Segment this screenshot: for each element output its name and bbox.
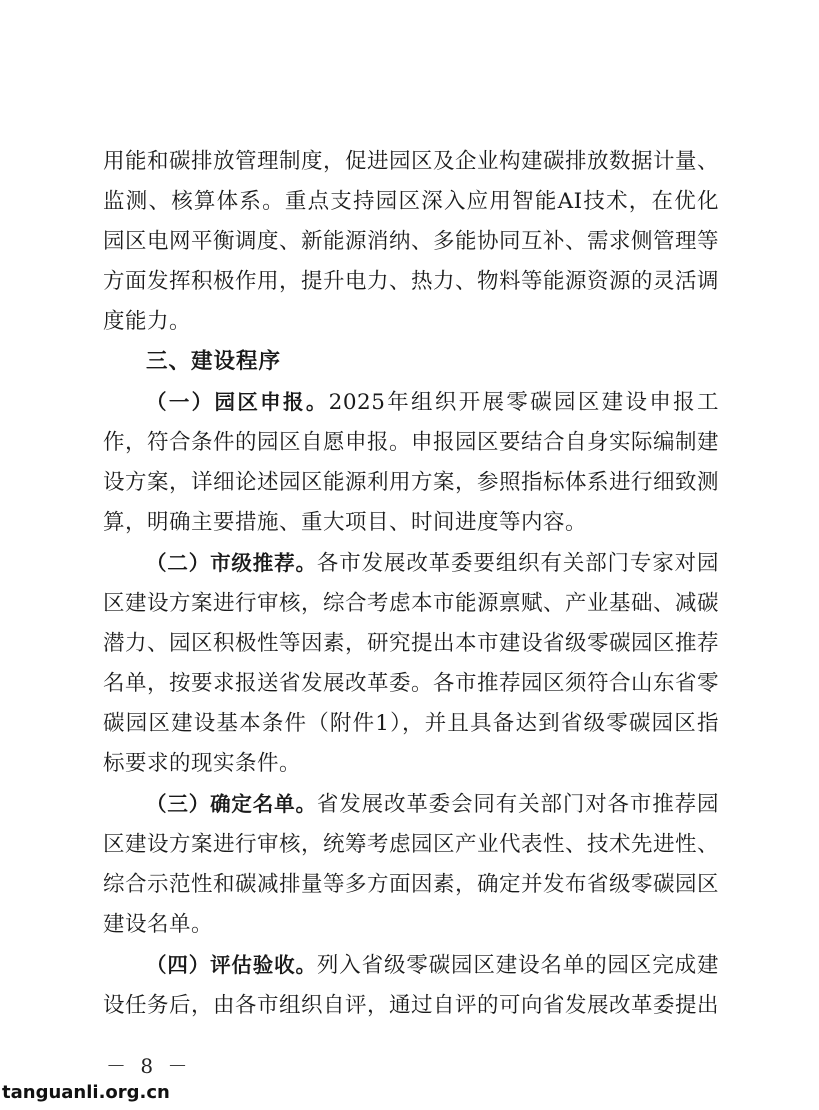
item-text: 列入省级零碳园区建设名单的园区完成建设任务后，由各市组织自评，通过自评的可向省发展改革委提出	[103, 953, 720, 1018]
watermark-text: tanguanli.org.cn	[2, 1082, 170, 1103]
item-text: 各市发展改革委要组织有关部门专家对园区建设方案进行审核，综合考虑本市能源禀赋、产业基础、减碳潜力、园区积极性等因素，研究提出本市建设省级零碳园区推荐名单，按要求报送省发展改革委。各市推荐园区须符合山东省零碳园区建设基本条件（附件1），并且具备达到省级零碳园区指标要求的现实条件。	[103, 551, 720, 776]
item-text: 2025年组织开展零碳园区建设申报工作，符合条件的园区自愿申报。申报园区要结合自身实际编制建设方案，详细论述园区能源利用方案，参照指标体系进行细致测算，明确主要措施、重大项目、时间进度等内容。	[103, 390, 720, 535]
item-lead: （二）市级推荐。	[146, 551, 317, 575]
item-text: 省发展改革委会同有关部门对各市推荐园区建设方案进行审核，统筹考虑园区产业代表性、技术先进性、综合示范性和碳减排量等多方面因素，确定并发布省级零碳园区建设名单。	[103, 792, 720, 937]
paragraph-continuation	[103, 142, 719, 342]
paragraph-item-4	[103, 945, 719, 1026]
paragraph-item-1	[103, 382, 719, 543]
item-lead: （三）确定名单。	[146, 792, 317, 816]
document-body	[103, 142, 719, 1026]
item-lead: （四）评估验收。	[146, 953, 317, 977]
paragraph-item-2	[103, 543, 719, 784]
section-heading	[103, 342, 719, 382]
section-heading-text: 三、建设程序	[146, 349, 282, 374]
paragraph-item-3	[103, 784, 719, 945]
page-number: － 8 －	[106, 1054, 192, 1078]
item-lead: （一）园区申报。	[146, 390, 329, 414]
paragraph-text: 用能和碳排放管理制度，促进园区及企业构建碳排放数据计量、监测、核算体系。重点支持园区深入应用智能AI技术，在优化园区电网平衡调度、新能源消纳、多能协同互补、需求侧管理等方面发挥积极作用，提升电力、热力、物料等能源资源的灵活调度能力。	[103, 149, 720, 334]
